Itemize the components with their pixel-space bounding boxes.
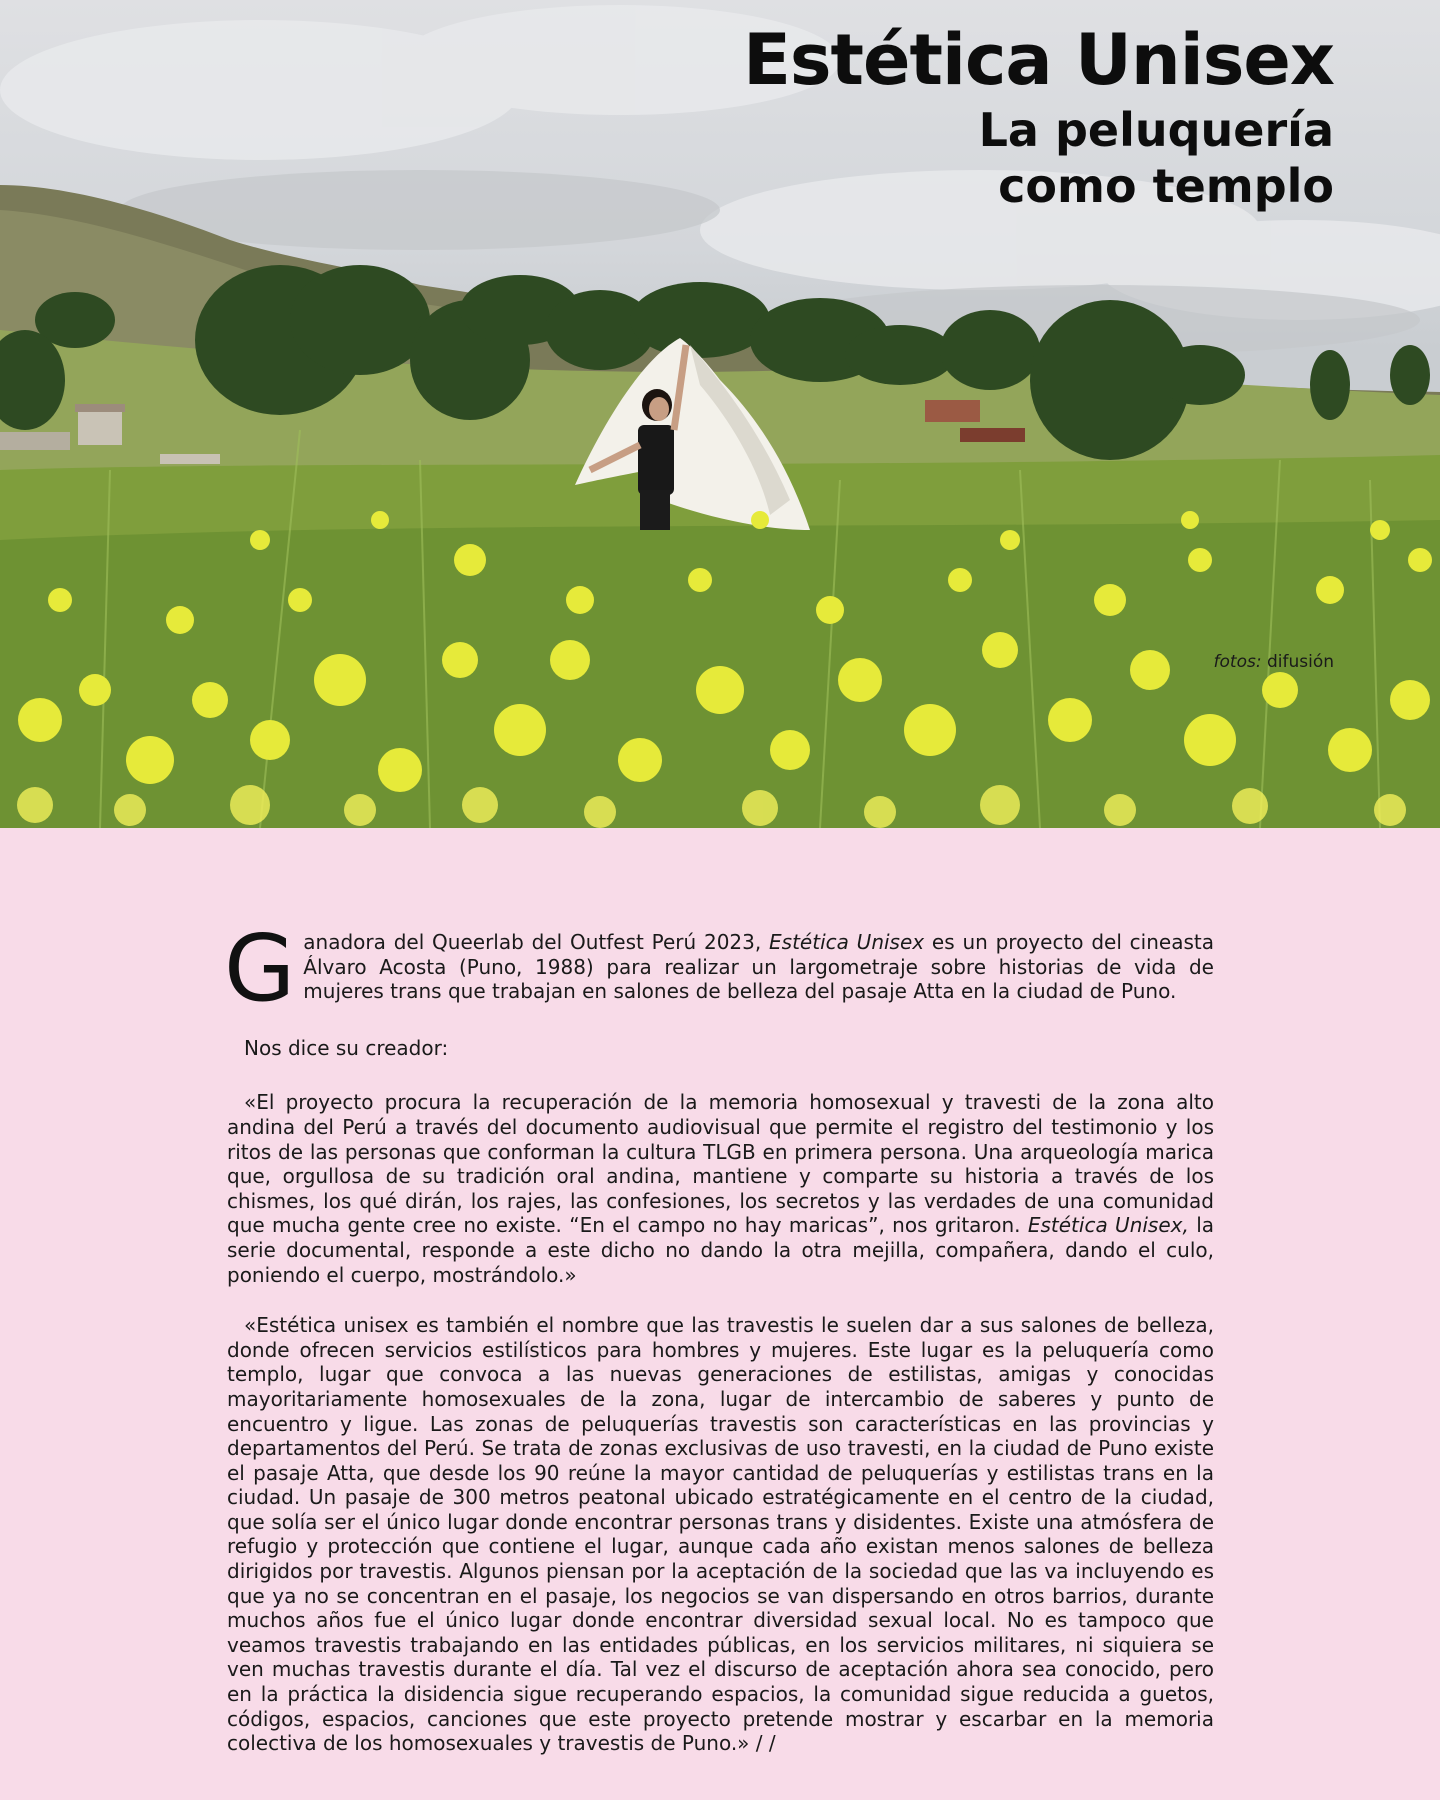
hero-photo — [0, 0, 1440, 828]
quote-paragraph-1 — [227, 1090, 1214, 1287]
drop-cap: G — [224, 915, 296, 1022]
photo-credit-label: fotos: — [1213, 652, 1262, 672]
intro-italic-title: Estética Unisex — [769, 930, 925, 954]
quote-1-text-2: la serie documental, responde a este dicho no dando la otra mejilla, compañera, dando el culo, poniendo el cuerpo, mostrándolo.» — [227, 1213, 1215, 1287]
quote-1-italic-title: Estética Unisex, — [1027, 1213, 1189, 1238]
intro-paragraph — [224, 915, 1214, 1022]
title-block — [743, 18, 1334, 214]
photo-credit-value: difusión — [1266, 652, 1334, 672]
article-subtitle-line-1: La peluquería — [978, 103, 1334, 157]
lead-in-paragraph: Nos dice su creador: — [244, 1035, 449, 1060]
quote-paragraph-2: «Estética unisex es también el nombre que las travestis le suelen dar a sus salones de belleza, donde ofrecen servicios estilísticos para hombres y mujeres. Este lugar es la peluquería como templo, lugar que convoca a las nuevas generaciones de estilistas, amigas y conocidas mayoritariamente homosexuales de la zona, lugar de intercambio de saberes y punto de encuentro y ligue. Las zonas de peluquerías travestis son características en las provincias y departamentos del Perú. Se trata de zonas exclusivas de uso travesti, en la ciudad de Puno existe el pasaje Atta, que desde los 90 reúne la mayor cantidad de peluquerías y estilistas trans en la ciudad. Un pasaje de 300 metros peatonal ubicado estratégicamente en el centro de la ciudad, que solía ser el único lugar donde encontrar personas trans y disidentes. Existe una atmósfera de refugio y protección que contiene el lugar, aunque cada año existan menos salones de belleza dirigidos por travestis. Algunos piensan por la aceptación de la sociedad que las va incluyendo es que ya no se concentran en el pasaje, los negocios se van dispersando en otros barrios, durante muchos años fue el único lugar donde encontrar diversidad sexual local. No es tampoco que veamos travestis trabajando en las entidades públicas, en los servicios militares, ni siquiera se ven muchas travestis durante el día. Tal vez el discurso de aceptación ahora sea conocido, pero en la práctica la disidencia sigue recuperando espacios, la comunidad sigue reducida a guetos, códigos, espacios, canciones que este proyecto pretende mostrar y escarbar en la memoria colectiva de los homosexuales y travestis de Puno.» / / — [227, 1313, 1214, 1756]
quote-1-text-1: «El proyecto procura la recuperación de la memoria homosexual y travesti de la zona alto andina del Perú a través del documento audiovisual que permite el registro del testimonio y los ritos de las personas que conforman la cultura TLGB en primera persona. Una arqueología marica que, orgullosa de su tradición oral andina, mantiene y comparte su historia a través de los chismes, los qué dirán, los rajes, las confesiones, los secretos y las verdades de una comunidad que mucha gente cree no existe. “En el campo no hay maricas”, nos gritaron. — [227, 1090, 1214, 1238]
photo-credit — [1214, 652, 1334, 672]
article-title: Estética Unisex — [743, 19, 1334, 101]
article-subtitle-line-2: como templo — [998, 159, 1334, 213]
intro-text-2: es un proyecto del cineasta Álvaro Acosta (Puno, 1988) para realizar un largometraje sobre historias de vida de mujeres trans que trabajan en salones de belleza del pasaje Atta en la ciudad de Puno. — [303, 930, 1214, 1004]
article-body — [224, 915, 1215, 1756]
intro-text-1: anadora del Queerlab del Outfest Perú 2023, — [303, 930, 770, 954]
